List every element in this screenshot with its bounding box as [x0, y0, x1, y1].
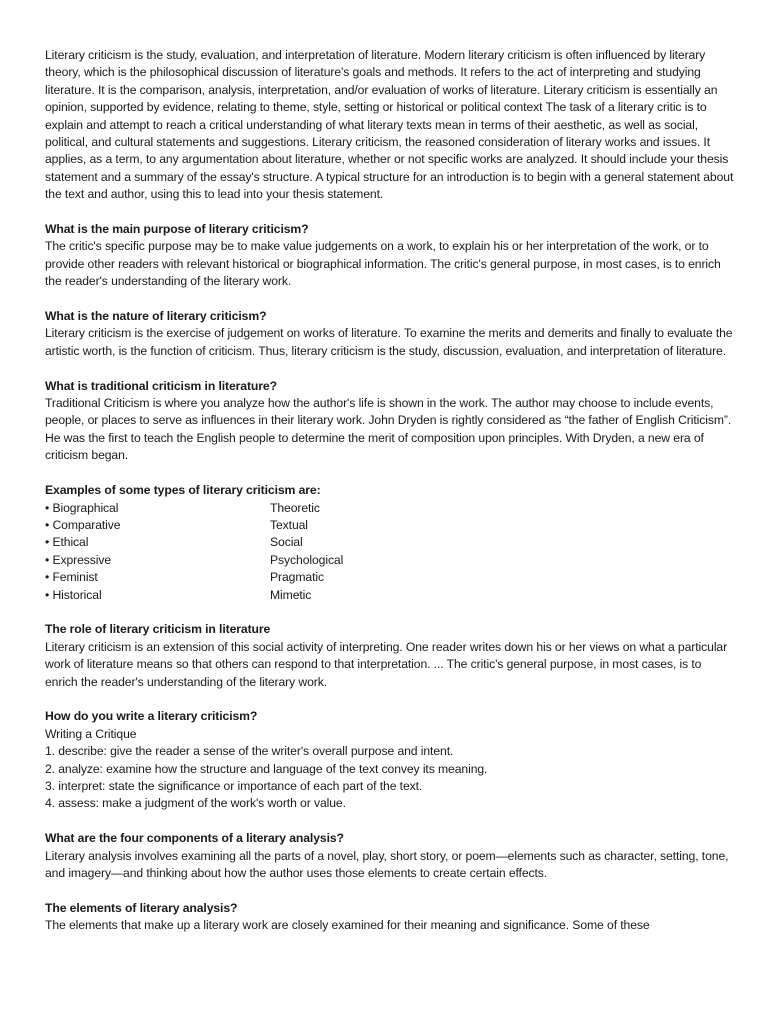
- list-item: Theoretic: [270, 500, 320, 515]
- section-answer: The elements that make up a literary work are closely examined for their meaning and significance. Some of these: [45, 918, 650, 933]
- section-types: [45, 482, 735, 604]
- types-list: [45, 500, 735, 604]
- section-question: The elements of literary analysis?: [45, 900, 238, 915]
- list-item: 1. describe: give the reader a sense of the writer's overall purpose and intent.: [45, 744, 454, 759]
- list-item: • Expressive: [45, 552, 270, 569]
- list-item: 4. assess: make a judgment of the work's worth or value.: [45, 796, 346, 811]
- section-question: What is the nature of literary criticism?: [45, 309, 267, 324]
- section-question: How do you write a literary criticism?: [45, 709, 258, 724]
- section-main-purpose: [45, 221, 735, 291]
- section-answer: Literary criticism is an extension of this social activity of interpreting. One reader writes down his or her views on what a particular work of literature means so that others can respond to that interpretation. ... The critic's general purpose, in most cases, is to enrich the reader's understanding of the literary work.: [45, 639, 728, 689]
- intro-paragraph: Literary criticism is the study, evaluation, and interpretation of literature. Modern literary criticism is often influenced by literary theory, which is the philosophical discussion of literature's goals and methods. It refers to the act of interpreting and studying literature. It is the comparison, analysis, interpretation, and/or evaluation of works of literature. Literary criticism is essentially an opinion, supported by evidence, relating to theme, style, setting or historical or political context The task of a literary critic is to explain and attempt to reach a critical understanding of what literary texts mean in terms of their aesthetic, as well as social, political, and cultural statements and suggestions. Literary criticism, the reasoned consideration of literary works and issues. It applies, as a term, to any argumentation about literature, whether or not specific works are analyzed. It should include your thesis statement and a summary of the essay's structure. A typical structure for an introduction is to begin with a general statement about the text and author, using this to lead into your thesis statement.: [45, 48, 734, 202]
- list-item: Mimetic: [270, 587, 312, 602]
- list-item: • Ethical: [45, 534, 270, 551]
- section-answer: The critic's specific purpose may be to make value judgements on a work, to explain his or her interpretation of the work, or to provide other readers with relevant historical or biographical information. The critic's general purpose, in most cases, is to enrich the reader's understanding of the literary work.: [45, 239, 721, 289]
- types-heading: Examples of some types of literary criticism are:: [45, 483, 321, 498]
- list-item: Psychological: [270, 552, 344, 567]
- section-nature: [45, 308, 735, 360]
- list-item: Social: [270, 535, 303, 550]
- list-item: • Biographical: [45, 500, 270, 517]
- list-item: 2. analyze: examine how the structure and language of the text convey its meaning.: [45, 761, 488, 776]
- section-question: What is the main purpose of literary criticism?: [45, 222, 309, 237]
- section-question: The role of literary criticism in literature: [45, 622, 271, 637]
- list-item: Textual: [270, 517, 308, 532]
- section-answer: Literary criticism is the exercise of judgement on works of literature. To examine the merits and demerits and finally to evaluate the artistic worth, is the function of criticism. Thus, literary criticism is the study, discussion, evaluation, and interpretation of literature.: [45, 326, 733, 358]
- section-components: [45, 830, 735, 882]
- section-traditional: [45, 378, 735, 465]
- list-item: Pragmatic: [270, 570, 324, 585]
- section-answer: Traditional Criticism is where you analyze how the author's life is shown in the work. The author may choose to include events, people, or places to serve as influences in their literary work. John Dryden is rightly considered as “the father of English Criticism”. He was the first to teach the English people to determine the merit of composition upon principles. With Dryden, a new era of criticism began.: [45, 396, 732, 463]
- list-item: • Historical: [45, 587, 270, 604]
- section-answer: Literary analysis involves examining all the parts of a novel, play, short story, or poem—elements such as character, setting, tone, and imagery—and thinking about how the author uses those elements to create certain effects.: [45, 848, 729, 880]
- document-page: [45, 47, 735, 952]
- list-item: • Comparative: [45, 517, 270, 534]
- section-question: What are the four components of a literary analysis?: [45, 831, 344, 846]
- howto-subtitle: Writing a Critique: [45, 726, 137, 741]
- section-question: What is traditional criticism in literature?: [45, 378, 277, 393]
- list-item: • Feminist: [45, 569, 270, 586]
- section-howto: [45, 708, 735, 812]
- section-elements: [45, 900, 735, 935]
- list-item: 3. interpret: state the significance or importance of each part of the text.: [45, 778, 423, 793]
- section-role: [45, 621, 735, 691]
